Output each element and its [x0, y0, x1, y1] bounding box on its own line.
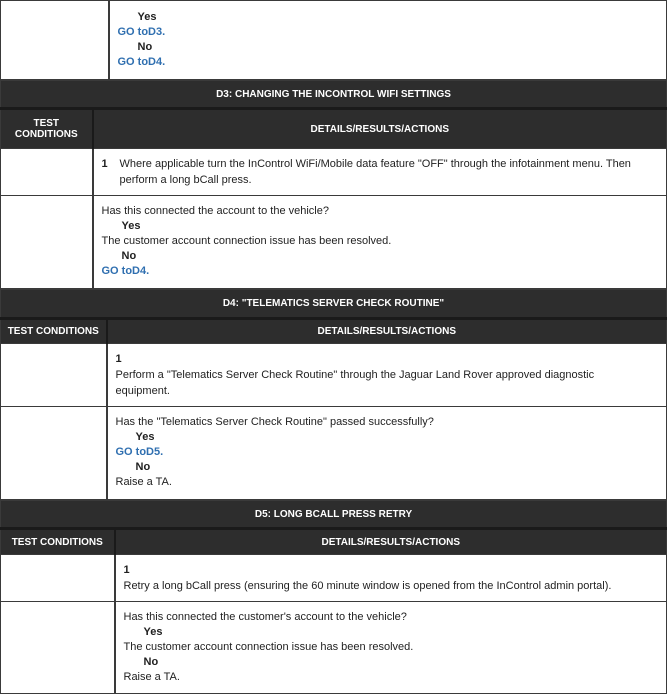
go-to-d3-link[interactable]: GO toD3 [117, 26, 163, 38]
yes-label: Yes [121, 220, 141, 232]
step-number: 1 [115, 353, 122, 365]
step-text: Perform a "Telematics Server Check Routine" through the Jaguar Land Rover approved diagnostic equipment. [115, 369, 595, 397]
period: . [162, 56, 166, 68]
no-result: Raise a TA. [123, 671, 180, 683]
go-to-d5-link[interactable]: GO toD5 [115, 446, 161, 458]
d3-result-cell [93, 196, 667, 289]
d3-col-test-conditions: TEST CONDITIONS [1, 109, 93, 149]
no-label: No [143, 656, 159, 668]
d4-title: D4: "TELEMATICS SERVER CHECK ROUTINE" [1, 290, 667, 319]
go-to-d4-link[interactable]: GO toD4 [101, 265, 147, 277]
yes-label: Yes [135, 431, 155, 443]
d5-col-test-conditions: TEST CONDITIONS [1, 529, 115, 555]
results-cell [109, 1, 667, 80]
d5-step-cell [115, 555, 667, 602]
d5-result-cell [115, 602, 667, 694]
step-text: Retry a long bCall press (ensuring the 60 minute window is opened from the InControl admin portal). [123, 580, 612, 592]
d4-step-cell [107, 344, 667, 407]
go-to-d4-link[interactable]: GO toD4 [117, 56, 163, 68]
no-label: No [135, 461, 151, 473]
step-number: 1 [123, 564, 130, 576]
d4-table [0, 289, 667, 500]
d4-result-cell [107, 407, 667, 500]
no-label: No [137, 41, 153, 53]
test-conditions-cell [1, 1, 109, 80]
d3-col-details: DETAILS/RESULTS/ACTIONS [93, 109, 667, 149]
d3-title: D3: CHANGING THE INCONTROL WIFI SETTINGS [1, 81, 667, 109]
d3-table [0, 80, 667, 289]
d4-step-test-cell [1, 344, 107, 407]
question-text: Has this connected the customer's account to the vehicle? [123, 611, 407, 623]
period: . [160, 446, 164, 458]
period: . [146, 265, 150, 277]
d3-step-test-cell [1, 149, 93, 196]
d5-title: D5: LONG BCALL PRESS RETRY [1, 501, 667, 529]
yes-result: The customer account connection issue has been resolved. [101, 235, 392, 247]
d5-step-test-cell [1, 555, 115, 602]
no-result: Raise a TA. [115, 476, 172, 488]
question-text: Has the "Telematics Server Check Routine" passed successfully? [115, 416, 434, 428]
question-text: Has this connected the account to the vehicle? [101, 205, 329, 217]
step-text: Where applicable turn the InControl WiFi/Mobile data feature "OFF" through the infotainment menu. Then perform a long bCall press. [119, 158, 631, 186]
d4-result-test-cell [1, 407, 107, 500]
d5-col-details: DETAILS/RESULTS/ACTIONS [115, 529, 667, 555]
d3-step-cell [93, 149, 667, 196]
d4-col-test-conditions: TEST CONDITIONS [1, 319, 107, 344]
yes-label: Yes [137, 11, 157, 23]
yes-result: The customer account connection issue has been resolved. [123, 641, 414, 653]
no-label: No [121, 250, 137, 262]
yes-label: Yes [143, 626, 163, 638]
d4-col-details: DETAILS/RESULTS/ACTIONS [107, 319, 667, 344]
d5-result-test-cell [1, 602, 115, 694]
top-continuation-table [0, 0, 667, 80]
d5-table [0, 500, 667, 694]
period: . [162, 26, 166, 38]
d3-result-test-cell [1, 196, 93, 289]
step-number: 1 [101, 158, 108, 170]
